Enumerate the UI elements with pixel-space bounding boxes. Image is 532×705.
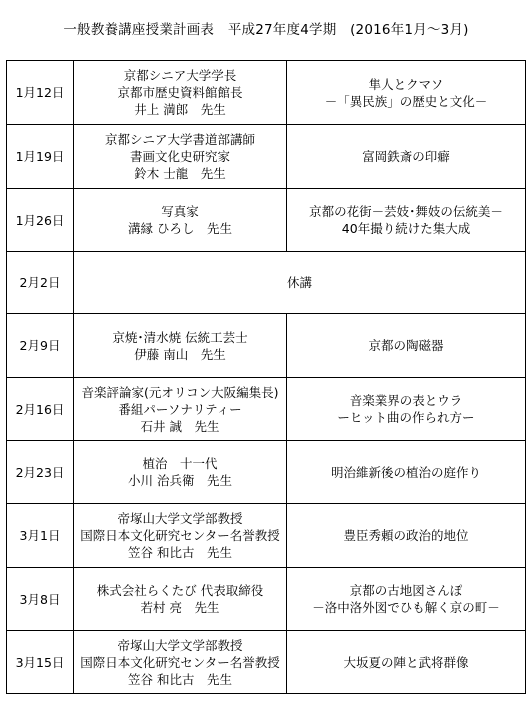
lecturer-name: 井上 満郎 先生	[134, 102, 226, 117]
lecturer-title: 書画文化史研究家	[129, 149, 230, 164]
lecturer-title: 京都シニア大学書道部講師	[104, 132, 255, 147]
lecturer-title: 京都市歴史資料館館長	[117, 85, 243, 100]
topic-subtitle: ーヒット曲の作られ方ー	[337, 410, 475, 425]
lecturer-title: 京焼･清水焼 伝統工芸士	[112, 329, 248, 345]
lecturer-title: 帝塚山大学文学部教授	[117, 511, 243, 526]
lecturer-title: 音楽評論家(元オリコン大阪編集長)	[81, 384, 279, 400]
date-cell: 3月1日	[7, 504, 74, 568]
topic-cell	[287, 568, 526, 631]
lecturer-name: 伊藤 南山 先生	[134, 346, 226, 362]
topic-cell	[287, 378, 526, 441]
lecturer-title: 帝塚山大学文学部教授	[117, 637, 243, 653]
table-row	[7, 631, 526, 694]
topic-title: 富岡鉄斎の印癖	[362, 149, 450, 164]
topic-cell	[287, 441, 526, 504]
date-cell: 1月12日	[7, 61, 74, 125]
lecturer-name: 笠谷 和比古 先生	[128, 671, 232, 687]
topic-subtitle: －「異民族」の歴史と文化－	[324, 93, 488, 109]
lecturer-cell	[74, 189, 287, 252]
topic-title: 隼人とクマソ	[368, 76, 444, 92]
lecturer-cell	[74, 631, 287, 694]
lecturer-cell	[74, 504, 287, 568]
date-cell: 2月16日	[7, 378, 74, 441]
table-row	[7, 252, 526, 314]
date-cell: 1月26日	[7, 189, 74, 252]
lecturer-cell	[74, 568, 287, 631]
topic-cell	[287, 314, 526, 378]
topic-cell	[287, 61, 526, 125]
lecturer-name: 溝縁 ひろし 先生	[128, 221, 232, 236]
table-row	[7, 189, 526, 252]
topic-subtitle: －洛中洛外図でひも解く京の町－	[312, 600, 500, 615]
lecturer-title: 京都シニア大学学長	[123, 68, 237, 83]
lecturer-title: 国際日本文化研究センター名誉教授	[80, 654, 280, 670]
table-row	[7, 314, 526, 378]
lecturer-title: 写真家	[161, 204, 199, 219]
table-row	[7, 441, 526, 504]
lecturer-name: 笠谷 和比古 先生	[128, 545, 232, 560]
lecturer-cell	[74, 378, 287, 441]
table-row	[7, 504, 526, 568]
lecturer-cell	[74, 61, 287, 125]
topic-cell	[287, 504, 526, 568]
table-row	[7, 378, 526, 441]
table-row	[7, 61, 526, 125]
topic-title: 大坂夏の陣と武将群像	[343, 654, 469, 670]
topic-cell	[287, 125, 526, 189]
date-cell: 2月9日	[7, 314, 74, 378]
date-cell: 1月19日	[7, 125, 74, 189]
schedule-table	[6, 60, 526, 694]
date-cell: 2月2日	[7, 252, 74, 314]
lecturer-name: 小川 治兵衛 先生	[128, 473, 232, 488]
date-cell: 3月8日	[7, 568, 74, 631]
topic-subtitle: 40年撮り続けた集大成	[341, 221, 471, 236]
lecturer-cell	[74, 125, 287, 189]
lecturer-title: 株式会社らくたび 代表取締役	[96, 583, 264, 598]
topic-title: 豊臣秀頼の政治的地位	[343, 528, 469, 543]
topic-cell	[287, 189, 526, 252]
table-row	[7, 568, 526, 631]
topic-title: 京都の花街－芸妓･舞妓の伝統美－	[309, 204, 503, 219]
lecturer-name: 若村 亮 先生	[140, 600, 220, 615]
topic-cell	[287, 631, 526, 694]
page-title: 一般教養講座授業計画表 平成27年度4学期 (2016年1月～3月)	[63, 22, 469, 38]
lecturer-title: 国際日本文化研究センター名誉教授	[80, 528, 280, 543]
lecturer-cell	[74, 441, 287, 504]
topic-title: 明治維新後の植治の庭作り	[330, 464, 481, 480]
topic-title: 音楽業界の表とウラ	[349, 393, 463, 408]
topic-title: 京都の陶磁器	[368, 338, 444, 353]
table-row	[7, 125, 526, 189]
lecturer-name: 鈴木 士龍 先生	[134, 166, 226, 181]
lecturer-title: 植治 十一代	[142, 456, 218, 471]
topic-title: 京都の古地図さんぽ	[349, 583, 463, 598]
date-cell: 3月15日	[7, 631, 74, 694]
lecturer-cell	[74, 314, 287, 378]
date-cell: 2月23日	[7, 441, 74, 504]
lecturer-name: 石井 誠 先生	[140, 418, 220, 434]
lecturer-title: 番組パーソナリティー	[118, 401, 242, 417]
cancelled-cell: 休講	[74, 252, 526, 314]
